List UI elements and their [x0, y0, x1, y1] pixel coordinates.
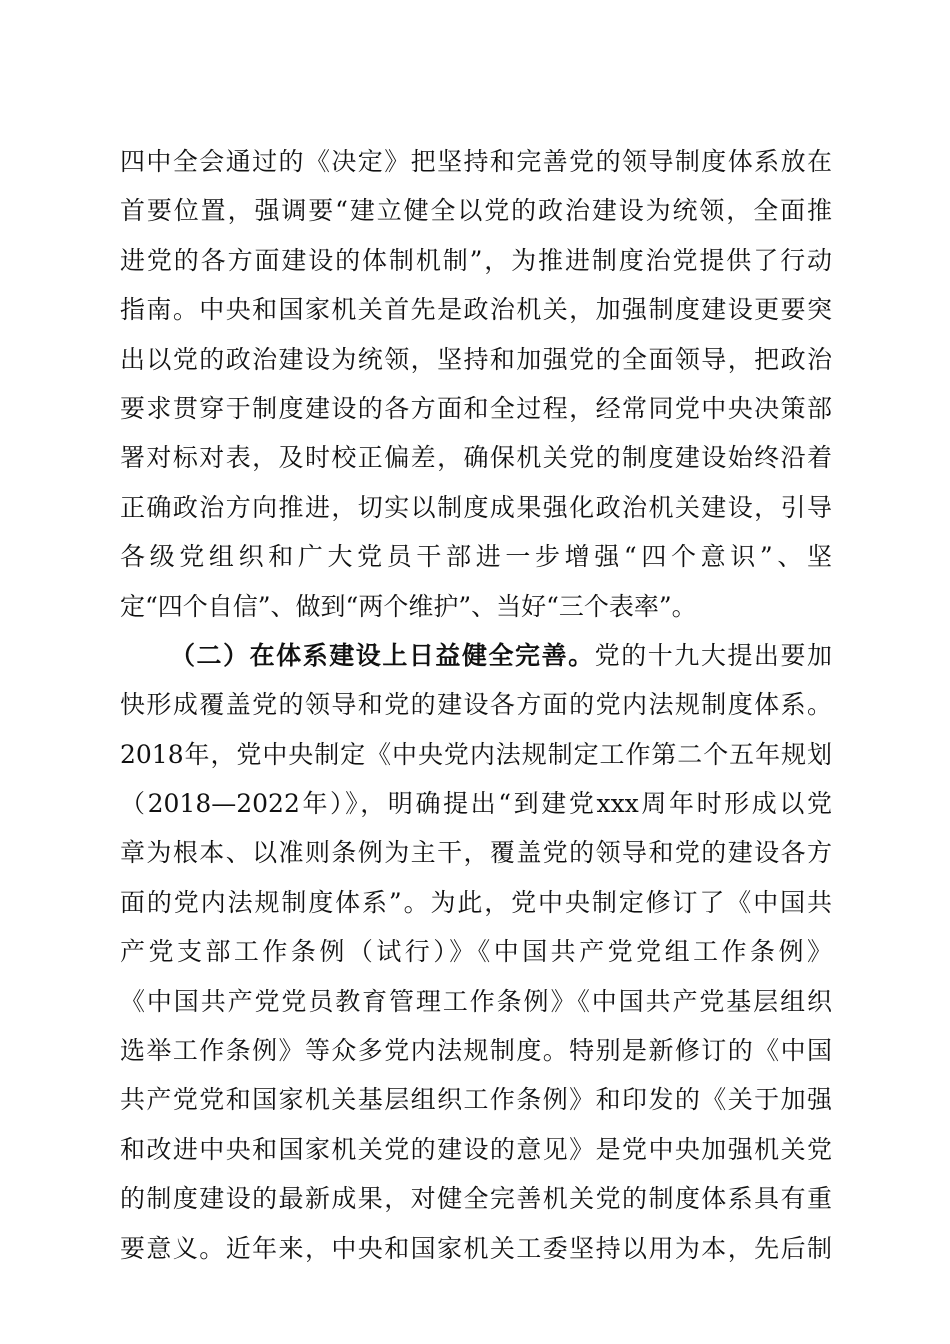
- text-line: 首要位置，强调要“建立健全以党的政治建设为统领，全面推: [120, 196, 832, 226]
- text-line: 出以党的政治建设为统领，坚持和加强党的全面领导，把政治: [120, 344, 832, 374]
- text-line: 选举工作条例》等众多党内法规制度。特别是新修订的《中国: [120, 1036, 832, 1066]
- text-line: 面的党内法规制度体系”。为此，党中央制定修订了《中国共: [120, 887, 832, 917]
- text-line: 署对标对表，及时校正偏差，确保机关党的制度建设始终沿着: [120, 443, 832, 473]
- text-line: 的制度建设的最新成果，对健全完善机关党的制度体系具有重: [120, 1184, 832, 1214]
- text-line: 2018年，党中央制定《中央党内法规制定工作第二个五年规划: [120, 739, 832, 769]
- text-line: 共产党党和国家机关基层组织工作条例》和印发的《关于加强: [120, 1085, 832, 1115]
- text-line: （2018—2022年）》，明确提出“到建党xxx周年时形成以党: [120, 789, 832, 819]
- text-line: 正确政治方向推进，切实以制度成果强化政治机关建设，引导: [120, 492, 832, 522]
- text-line: 要求贯穿于制度建设的各方面和全过程，经常同党中央决策部: [120, 393, 832, 423]
- text-line: 进党的各方面建设的体制机制”，为推进制度治党提供了行动: [120, 245, 832, 275]
- document-body: [120, 137, 832, 1273]
- text-line: 四中全会通过的《决定》把坚持和完善党的领导制度体系放在: [120, 147, 832, 176]
- text-line: 定“四个自信”、做到“两个维护”、当好“三个表率”。: [120, 591, 697, 621]
- text-line: 各级党组织和广大党员干部进一步增强“四个意识”、坚: [120, 542, 832, 572]
- text-line: 指南。中央和国家机关首先是政治机关，加强制度建设更要突: [120, 295, 832, 325]
- section-heading-line: [120, 631, 832, 680]
- text-line: 和改进中央和国家机关党的建设的意见》是党中央加强机关党: [120, 1134, 832, 1164]
- section-heading-rest: 党的十九大提出要加: [594, 640, 832, 670]
- text-line: 快形成覆盖党的领导和党的建设各方面的党内法规制度体系。: [120, 690, 832, 720]
- text-line: 要意义。近年来，中央和国家机关工委坚持以用为本，先后制: [120, 1233, 832, 1263]
- text-line: 章为根本、以准则条例为主干，覆盖党的领导和党的建设各方: [120, 838, 832, 868]
- text-line: 产党支部工作条例（试行）》《中国共产党党组工作条例》: [120, 937, 832, 967]
- section-heading: （二）在体系建设上日益健全完善。: [170, 640, 595, 670]
- text-line: 《中国共产党党员教育管理工作条例》《中国共产党基层组织: [120, 986, 832, 1016]
